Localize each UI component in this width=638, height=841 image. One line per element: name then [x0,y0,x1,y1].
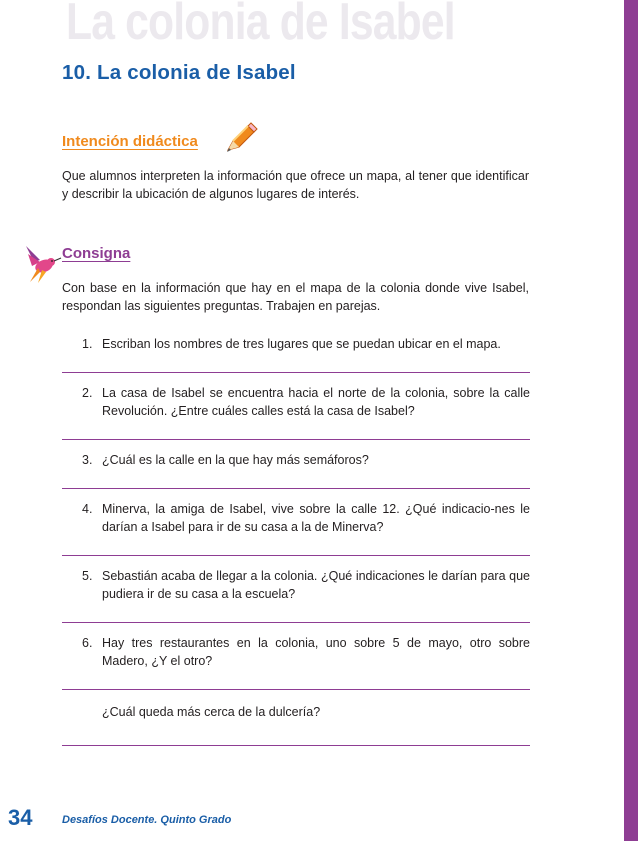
question-text: ¿Cuál es la calle en la que hay más semáforos? [102,453,369,467]
answer-line-4[interactable] [62,555,530,556]
question-text: La casa de Isabel se encuentra hacia el norte de la colonia, sobre la calle Revolución. ¿Entre cuáles calles está la casa de Isabel? [102,386,530,418]
question-6 [82,634,530,670]
answer-line-6[interactable] [62,689,530,690]
consigna-heading: Consigna [62,245,131,262]
consigna-text: Con base en la información que hay en el mapa de la colonia donde vive Isabel, respondan las siguientes preguntas. Trabajen en parejas. [62,281,529,313]
question-1 [82,335,530,353]
question-5 [82,567,530,603]
answer-line-7[interactable] [62,745,530,746]
page-title: 10. La colonia de Isabel [62,61,296,84]
question-number: 2. [82,386,93,400]
question-number: 4. [82,502,93,516]
question-text: Minerva, la amiga de Isabel, vive sobre la calle 12. ¿Qué indicacio-nes le darían a Isabel para ir de su casa a la de Minerva? [102,502,530,534]
pencil-icon [224,122,258,154]
answer-line-1[interactable] [62,372,530,373]
question-text: Escriban los nombres de tres lugares que se puedan ubicar en el mapa. [102,337,501,351]
page-edge-bar [624,0,638,841]
question-number: 3. [82,453,93,467]
question-2 [82,384,530,420]
intencion-heading: Intención didáctica [62,133,198,150]
question-number: 6. [82,636,93,650]
hummingbird-icon [24,242,62,284]
question-6b [82,703,530,721]
answer-line-5[interactable] [62,622,530,623]
question-4 [82,500,530,536]
question-number: 5. [82,569,93,583]
question-text: Sebastián acaba de llegar a la colonia. ¿Qué indicaciones le darían para que pudiera ir de su casa a la escuela? [102,569,530,601]
question-text: ¿Cuál queda más cerca de la dulcería? [102,705,321,719]
answer-line-3[interactable] [62,488,530,489]
question-text: Hay tres restaurantes en la colonia, uno sobre 5 de mayo, otro sobre Madero, ¿Y el otro? [102,636,530,668]
answer-line-2[interactable] [62,439,530,440]
title-watermark: La colonia de Isabel [66,0,455,51]
page-number: 34 [8,805,33,830]
intencion-text: Que alumnos interpreten la información que ofrece un mapa, al tener que identificar y describir la ubicación de algunos lugares de interés. [62,169,529,201]
question-3 [82,451,530,469]
footer-text: Desafíos Docente. Quinto Grado [62,814,232,826]
question-number: 1. [82,337,93,351]
